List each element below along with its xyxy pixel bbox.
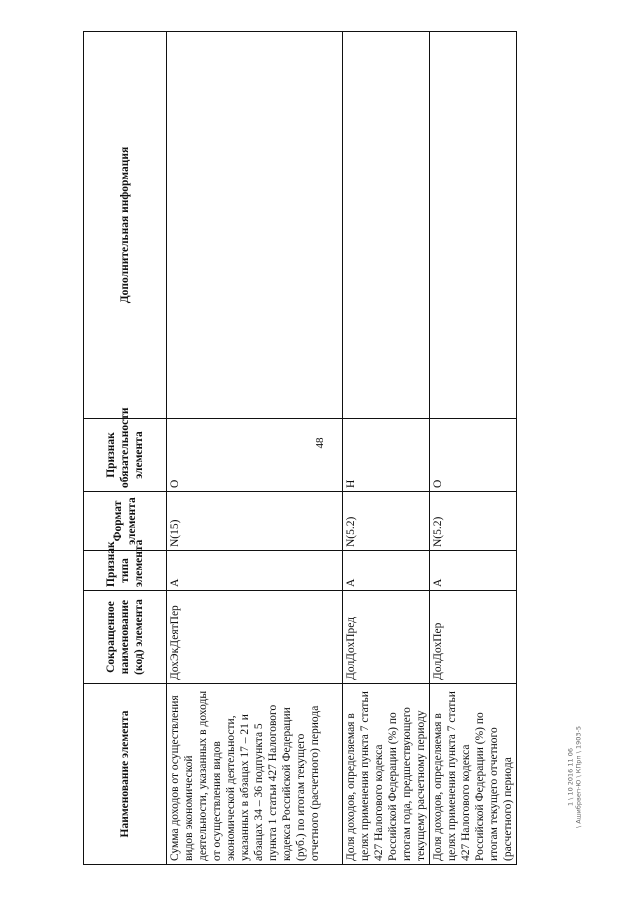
header-element-required: Признак обязательности элемента xyxy=(84,419,167,492)
cell-element-name: Сумма доходов от осуществления видов экономической деятельности, указанных в доходы от осуществления видов экономической деятельности, указанных в абзацах 17 – 21 и абзацах 34 – 36 подпункта 5 пункта 1 статьи 427 Налогового кодекса Российской Федерации (руб.) по итогам текущего отчетного (расчетного) периода xyxy=(167,684,343,865)
stamp-line-1: 1 \ 10 2016 11 06 xyxy=(566,748,575,807)
table-row xyxy=(343,32,430,865)
header-element-type: Признак типа элемента xyxy=(84,551,167,591)
cell-element-name: Доля доходов, определяемая в целях применения пункта 7 статьи 427 Налогового кодекса Российской Федерации (%) по итогам текущего отчетного (расчетного) периода xyxy=(430,684,517,865)
element-spec-table xyxy=(83,31,517,865)
cell-element-code: ДолДохПер xyxy=(430,591,517,684)
header-additional-info: Дополнительная информация xyxy=(84,32,167,419)
document-stamp xyxy=(567,726,584,828)
cell-element-required: О xyxy=(430,419,517,492)
cell-element-code: ДолДохПред xyxy=(343,591,430,684)
cell-element-required: О xyxy=(167,419,343,492)
cell-element-code: ДохЭкДеятПер xyxy=(167,591,343,684)
table-header-row xyxy=(84,32,167,865)
cell-element-format: N(15) xyxy=(167,492,343,551)
cell-element-name: Доля доходов, определяемая в целях применения пункта 7 статьи 427 Налогового кодекса Российской Федерации (%) по итогам года, предшествующего текущему расчетному периоду xyxy=(343,684,430,865)
cell-element-type: А xyxy=(430,551,517,591)
cell-element-required: Н xyxy=(343,419,430,492)
cell-element-format: N(5.2) xyxy=(343,492,430,551)
table-row xyxy=(430,32,517,865)
cell-additional-info xyxy=(343,32,430,419)
header-element-format: Формат элемента xyxy=(84,492,167,551)
stamp-line-2: \ Ашибрвеп-Ю \ КПрп \ 1903-5 xyxy=(575,726,583,828)
rotated-table-container xyxy=(83,32,515,865)
header-element-name: Наименование элемента xyxy=(84,684,167,865)
page-number: 48 xyxy=(314,437,326,449)
cell-element-format: N(5.2) xyxy=(430,492,517,551)
cell-additional-info xyxy=(167,32,343,419)
cell-additional-info xyxy=(430,32,517,419)
cell-element-type: А xyxy=(167,551,343,591)
cell-element-type: А xyxy=(343,551,430,591)
header-element-code: Сокращенное наименование (код) элемента xyxy=(84,591,167,684)
rotated-table-frame xyxy=(83,32,515,865)
table-row xyxy=(167,32,343,865)
